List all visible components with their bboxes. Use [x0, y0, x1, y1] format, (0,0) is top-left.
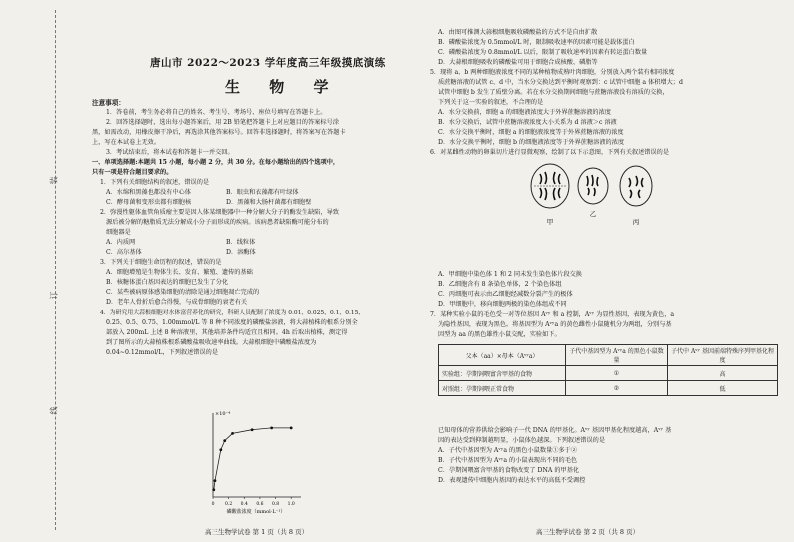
notice-item: 3．考试结束后，将本试卷和答题卡一并交回。 — [106, 149, 234, 156]
question-option: C．磷酸盐浓度为 0.8mmol/L 以后，限制了吸收速率的因素有转运蛋白数量 — [438, 49, 648, 56]
table-header: 子代中 Aᵛʸ 基因前端特殊序列甲基化程度 — [668, 345, 778, 366]
x-tick-label: 0 — [211, 502, 215, 507]
question-stem: 2．弥漫性躯体血管角质瘤主要是因人体某细胞器中一种分解大分子的酶发生缺陷，导致 — [100, 209, 340, 216]
data-point — [231, 432, 234, 435]
question-option: D．溶酶体 — [226, 249, 256, 256]
x-tick-label: 1.0 — [287, 502, 295, 507]
question-option: A．由图可推测大蒜根细胞吸收磷酸盐的方式不是自由扩散 — [438, 29, 598, 36]
right-questions-a — [430, 28, 683, 158]
table-cell: ① — [566, 366, 668, 381]
question-option: C．丙细胞可表示由乙细胞经减数分裂产生的极体 — [438, 291, 573, 298]
table-header: 父本（aa）×母本（Aᵛʸa） — [439, 345, 566, 366]
question-option: C．酵母菌和变形虫都有细胞核 — [106, 199, 192, 206]
right-questions-c — [430, 426, 671, 486]
question-option: A．子代中基因型为 Aᵛʸa 的黑色小鼠数量①多于② — [438, 447, 578, 454]
question-option: D．大蒜根细胞吸收的磷酸盐可用于细胞合成核酸、磷脂等 — [438, 59, 598, 66]
question-option: B．线粒体 — [226, 239, 256, 246]
binding-mark: 线 — [49, 406, 59, 415]
notice-item: 1．答卷前，考生务必将自己的姓名、考生号、考场号、座位号填写在答题卡上。 — [106, 109, 327, 116]
question-option: C．水分交换平衡时，细胞 a 的细胞液浓度等于外界蔗糖溶液的浓度 — [438, 129, 624, 136]
uptake-curve — [214, 428, 291, 490]
question-option-row — [92, 198, 364, 208]
question-option: C．某些被病原体感染细胞的清除是通过细胞凋亡完成的 — [106, 289, 260, 296]
section-heading: 一、单项选择题:本题共 15 小题，每小题 2 分，共 30 分。在每小题给出的四个选项中， — [92, 159, 340, 166]
question-option: B．磷酸盐浓度为 0.5mmol/L 时，限制吸收速率的因素可能是载体蛋白 — [438, 39, 635, 46]
cell-jia — [531, 164, 569, 208]
data-point — [251, 428, 254, 431]
question-stem: 因型为 aa 的黑色雄性小鼠交配，实验如下。 — [438, 331, 561, 338]
binding-margin — [0, 0, 60, 542]
right-questions-b — [430, 270, 674, 340]
question-option: B．水分交换后，试管中蔗糖溶液浓度大小关系为 d 溶液＞c 溶液 — [438, 119, 617, 126]
notice-heading: 注意事项： — [92, 99, 125, 107]
table-header: 子代中基因型为 Aᵛʸa 的黑色小鼠数量 — [566, 345, 668, 366]
question-stem: 4．为研究用大蒜根细胞对水体富营养化的研究，科研人员配制了浓度为 0.01、0.025、0.1、0.15、 — [100, 310, 365, 316]
question-option: A．水绵和黑藻也都没有中心体 — [106, 189, 191, 196]
x-axis-label: 磷酸盐浓度（mmol·L⁻¹） — [226, 509, 286, 515]
table-row — [439, 381, 778, 396]
question-stem: 0.04~0.12mmol/L，下列叙述错误的是 — [106, 349, 219, 356]
exam-subject: 生 物 学 — [225, 78, 341, 96]
data-point — [219, 448, 222, 451]
table-cell: ② — [566, 381, 668, 396]
question-stem: 试管中细胞 b 发生了质壁分离。若在水分交换期间细胞与蔗糖溶液没有溶质的交换， — [438, 89, 669, 96]
table-cell: 低 — [668, 381, 778, 396]
question-option: B．眼虫和衣藻都有叶绿体 — [226, 189, 299, 196]
question-option: D．黑藻和大肠杆菌都有细胞壁 — [226, 199, 312, 206]
x-tick-label: 0.8 — [271, 502, 280, 507]
data-point — [270, 427, 273, 430]
exam-title: 唐山市 2022～2023 学年度高三年级摸底演练 — [150, 57, 386, 69]
question-option: D．甲细胞中，移向细胞两极的染色体组成不同 — [438, 301, 567, 308]
question-stem: 3．下列关于细胞生命历程的叙述，错误的是 — [100, 259, 222, 266]
question-stem: 质蔗糖溶液的试管 c、d 中，当水分交换达到平衡时观察到：c 试管中细胞 a 体积增大；d — [438, 79, 683, 86]
question-option: B．核糖体蛋白基因表达的细胞已发生了分化 — [106, 279, 229, 286]
left-questions — [92, 178, 364, 358]
question-option: A．内质网 — [106, 239, 136, 246]
notice-block — [92, 98, 346, 178]
question-option: B．子代中基因型为 Aᵛʸa 的小鼠表现出不同的毛色 — [438, 457, 578, 464]
question-stem: 已知母体的营养供给会影响子一代 DNA 的甲基化。Aᵛʸ 基因甲基化程度越高，Aᵛʸ 基 — [438, 427, 672, 434]
question-option: D．表观遗传中细胞内基因的表达水平的高低不受调控 — [438, 477, 586, 484]
question-stem: 部放入 200mL 上述 8 种溶液里，其他培养条件均适宜且相同。4h 后取出植株，测定得 — [106, 329, 348, 336]
binding-mark: 订 — [49, 291, 59, 300]
question-stem: 为隐性基因，表现为黑色。将基因型为 Aᵛʸa 的黄色雌性小鼠随机分为两组，分别与基 — [438, 321, 672, 328]
data-point — [290, 427, 293, 430]
question-stem: 源后被分解的糖脂质无法分解成小分子而形成的疾病。该病患者缺陷酶可能分布的 — [106, 219, 329, 226]
question-stem: 因的表达受到抑制越明显，小鼠体色越深。下列叙述错误的是 — [438, 437, 606, 444]
table-cell: 对照组：孕期饲喂正常食物 — [439, 381, 566, 396]
binding-line — [55, 10, 56, 530]
question-option: D．水分交换平衡时，细胞 b 的细胞液浓度等于外界蔗糖溶液的浓度 — [438, 139, 625, 146]
fig-label: 乙 — [589, 210, 597, 218]
uptake-chart — [195, 405, 305, 517]
x-tick-label: 0.2 — [225, 502, 233, 507]
notice-item: 2．回答选择题时，选出每小题答案后，用 2B 铅笔把答题卡上对应题目的答案标号涂 — [106, 119, 339, 126]
question-option: A．细胞增殖是生物体生长、发育、繁殖、遗传的基础 — [106, 269, 253, 276]
notice-item: 上，写在本试卷上无效。 — [92, 139, 161, 146]
page-footer: 高三生物学试卷 第 2 页（共 8 页） — [536, 528, 640, 536]
question-stem: 6．对某雌性动物的卵巢切片进行显微观察，绘制了以下示意图，下列有关叙述错误的是 — [430, 149, 670, 156]
question-option: D．老年人骨折后愈合得慢，与成骨细胞的衰老有关 — [106, 299, 248, 306]
question-option: A．甲细胞中染色体 1 和 2 同未发生染色体片段交换 — [438, 271, 582, 278]
question-option: C．孕期饲喂富含甲基的食物改变了 DNA 的甲基化 — [438, 467, 580, 474]
notice-item: 黑，如需改动，用橡皮擦干净后，再选涂其他答案标号。回答非选择题时，将答案写在答题卡 — [92, 129, 346, 136]
x-tick-label: 0.6 — [256, 502, 264, 507]
question-stem: 0.25、0.5、0.75、1.00mmol/L 等 8 种不同浓度的磷酸盐溶液，将大蒜植株的根系分别全 — [106, 319, 358, 326]
fig-label: 甲 — [546, 218, 554, 226]
table-header-row — [439, 345, 778, 366]
question-stem: 1．下列有关细胞结构的叙述，错误的是 — [100, 179, 210, 186]
table-cell: 实验组：孕期饲喂富含甲基的食物 — [439, 366, 566, 381]
table-cell: 高 — [668, 366, 778, 381]
data-point — [214, 479, 217, 482]
x-tick-label: 0.4 — [240, 502, 248, 507]
cell-yi — [578, 168, 608, 204]
section-heading: 只有一项是符合题目要求的。 — [92, 169, 173, 176]
table-row — [439, 366, 778, 381]
data-point — [223, 439, 226, 442]
binding-mark: 装 — [49, 176, 59, 185]
question-stem: 7．某种实验小鼠的毛色受一对等位基因 Aᵛʸ 和 a 控制，Aᵛʸ 为显性基因，表现为黄色，a — [430, 311, 675, 318]
question-option: C．高尔基体 — [106, 249, 142, 256]
question-option: B．乙细胞含有 8 条染色单体，2 个染色体组 — [438, 281, 562, 288]
question-option-row — [92, 248, 364, 258]
question-stem: 下列关于这一实验的叙述，不合理的是 — [438, 99, 544, 106]
experiment-table — [438, 344, 778, 396]
data-point — [212, 488, 215, 491]
y-unit-label: ×10⁻⁴ — [215, 411, 231, 417]
cell-division-figure — [528, 158, 658, 228]
question-stem: 到了图所示的大蒜植株根系磷酸盐吸收速率曲线。大蒜根细胞中磷酸盐浓度为 — [106, 339, 317, 346]
right-page — [408, 0, 794, 542]
page-footer: 高三生物学试卷 第 1 页（共 8 页） — [205, 528, 309, 536]
question-option-row — [92, 238, 364, 248]
cell-bing — [620, 166, 652, 206]
question-stem: 5．现将 a、b 两种细胞液浓度不同的某种植物成熟叶肉细胞，分别放入两个装有相同浓度 — [430, 69, 675, 76]
question-stem: 细胞器是 — [106, 229, 131, 236]
question-option-row — [92, 188, 364, 198]
question-option: A．水分交换前，细胞 a 的细胞液浓度大于外界蔗糖溶液的浓度 — [438, 109, 611, 116]
fig-label: 丙 — [632, 218, 640, 226]
